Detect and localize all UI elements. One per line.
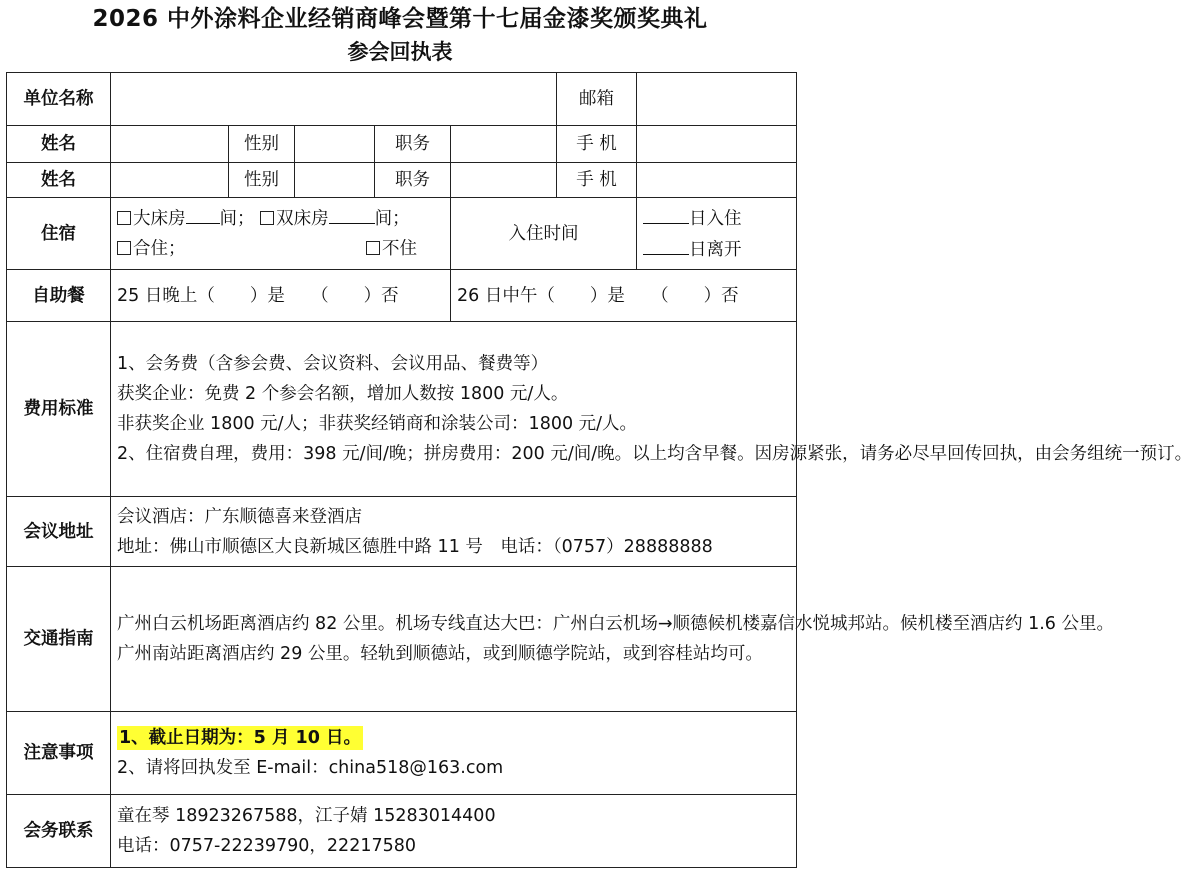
gender-field[interactable] <box>295 163 375 198</box>
buffet-label: 自助餐 <box>7 270 111 322</box>
checkin-day-label: 日入住 <box>689 208 742 229</box>
checkin-dates <box>637 198 797 270</box>
document-title: 2026 中外涂料企业经销商峰会暨第十七届金漆奖颁奖典礼 <box>92 6 708 32</box>
king-room-label: 大床房 <box>133 209 186 229</box>
mobile-label: 手 机 <box>557 126 637 163</box>
fee-row <box>7 322 797 497</box>
king-room-count-blank[interactable] <box>186 203 220 224</box>
name-label: 姓名 <box>7 126 111 163</box>
position-label: 职务 <box>375 163 451 198</box>
venue-address: 地址：佛山市顺德区大良新城区德胜中路 11 号 电话：（0757）28888888 <box>117 536 713 557</box>
name-field[interactable] <box>111 163 229 198</box>
deadline-highlight: 1、截止日期为：5 月 10 日。 <box>119 728 361 748</box>
notice-row <box>7 712 797 795</box>
contact-phone: 电话：0757-22239790，22217580 <box>117 836 416 856</box>
lodging-label: 住宿 <box>7 198 111 270</box>
name-label: 姓名 <box>7 163 111 198</box>
document-header <box>0 4 800 67</box>
company-row <box>7 73 797 126</box>
email-label: 邮箱 <box>557 73 637 126</box>
position-field[interactable] <box>451 163 557 198</box>
twin-room-count-blank[interactable] <box>329 203 375 224</box>
buffet-25-choice[interactable]: 25 日晚上（ ）是 （ ）否 <box>111 270 451 322</box>
checkin-day-blank[interactable] <box>643 203 689 224</box>
gender-field[interactable] <box>295 126 375 163</box>
registration-form-table <box>6 72 1192 868</box>
mobile-field[interactable] <box>637 126 797 163</box>
company-field[interactable] <box>111 73 557 126</box>
fee-details <box>111 322 1192 497</box>
shared-room-checkbox[interactable] <box>117 241 131 255</box>
no-lodging-checkbox[interactable] <box>366 241 380 255</box>
checkout-day-label: 日离开 <box>689 239 742 260</box>
contact-details <box>111 795 797 868</box>
transport-line: 广州南站距离酒店约 29 公里。轻轨到顺德站，或到顺德学院站，或到容桂站均可。 <box>117 644 763 664</box>
notice-email: 2、请将回执发至 E-mail：china518@163.com <box>117 758 504 778</box>
company-label: 单位名称 <box>7 73 111 126</box>
fee-line: 2、住宿费自理，费用：398 元/间/晚；拼房费用：200 元/间/晚。以上均含早餐。因房源紧张，请务必尽早回传回执，由会务组统一预订。 <box>117 444 1192 464</box>
twin-room-checkbox[interactable] <box>260 211 274 225</box>
attendee-row-1 <box>7 126 797 163</box>
contact-label: 会务联系 <box>7 795 111 868</box>
gender-label: 性别 <box>229 163 295 198</box>
mobile-field[interactable] <box>637 163 797 198</box>
email-field[interactable] <box>637 73 797 126</box>
transport-line: 广州白云机场距离酒店约 82 公里。机场专线直达大巴：广州白云机场→顺德候机楼嘉信水悦城邦站。候机楼至酒店约 1.6 公里。 <box>117 614 1115 634</box>
fee-label: 费用标准 <box>7 322 111 497</box>
transport-details <box>111 567 1115 712</box>
mobile-label: 手 机 <box>557 163 637 198</box>
checkin-label: 入住时间 <box>451 198 637 270</box>
lodging-options <box>111 198 451 270</box>
transport-row <box>7 567 797 712</box>
name-field[interactable] <box>111 126 229 163</box>
transport-label: 交通指南 <box>7 567 111 712</box>
venue-row <box>7 497 797 567</box>
checkout-day-blank[interactable] <box>643 234 689 255</box>
document-subtitle: 参会回执表 <box>347 40 453 64</box>
notice-details <box>111 712 797 795</box>
position-label: 职务 <box>375 126 451 163</box>
king-room-checkbox[interactable] <box>117 211 131 225</box>
twin-room-label: 双床房 <box>276 209 329 229</box>
contact-row <box>7 795 797 868</box>
buffet-26-choice[interactable]: 26 日中午（ ）是 （ ）否 <box>451 270 797 322</box>
contact-people: 童在琴 18923267588，江子婧 15283014400 <box>117 806 496 826</box>
fee-line: 1、会务费（含参会费、会议资料、会议用品、餐费等） <box>117 354 549 374</box>
notice-label: 注意事项 <box>7 712 111 795</box>
attendee-row-2 <box>7 163 797 198</box>
venue-label: 会议地址 <box>7 497 111 567</box>
buffet-row <box>7 270 797 322</box>
lodging-row <box>7 198 797 270</box>
room-unit: 间； <box>219 209 255 229</box>
position-field[interactable] <box>451 126 557 163</box>
fee-line: 非获奖企业 1800 元/人；非获奖经销商和涂装公司：1800 元/人。 <box>117 414 638 434</box>
fee-line: 获奖企业：免费 2 个参会名额，增加人数按 1800 元/人。 <box>117 384 569 404</box>
room-unit: 间； <box>374 209 410 229</box>
shared-room-label: 合住； <box>133 239 186 259</box>
gender-label: 性别 <box>229 126 295 163</box>
venue-hotel: 会议酒店：广东顺德喜来登酒店 <box>117 506 362 527</box>
venue-details <box>111 497 797 567</box>
no-lodging-label: 不住 <box>382 239 417 259</box>
